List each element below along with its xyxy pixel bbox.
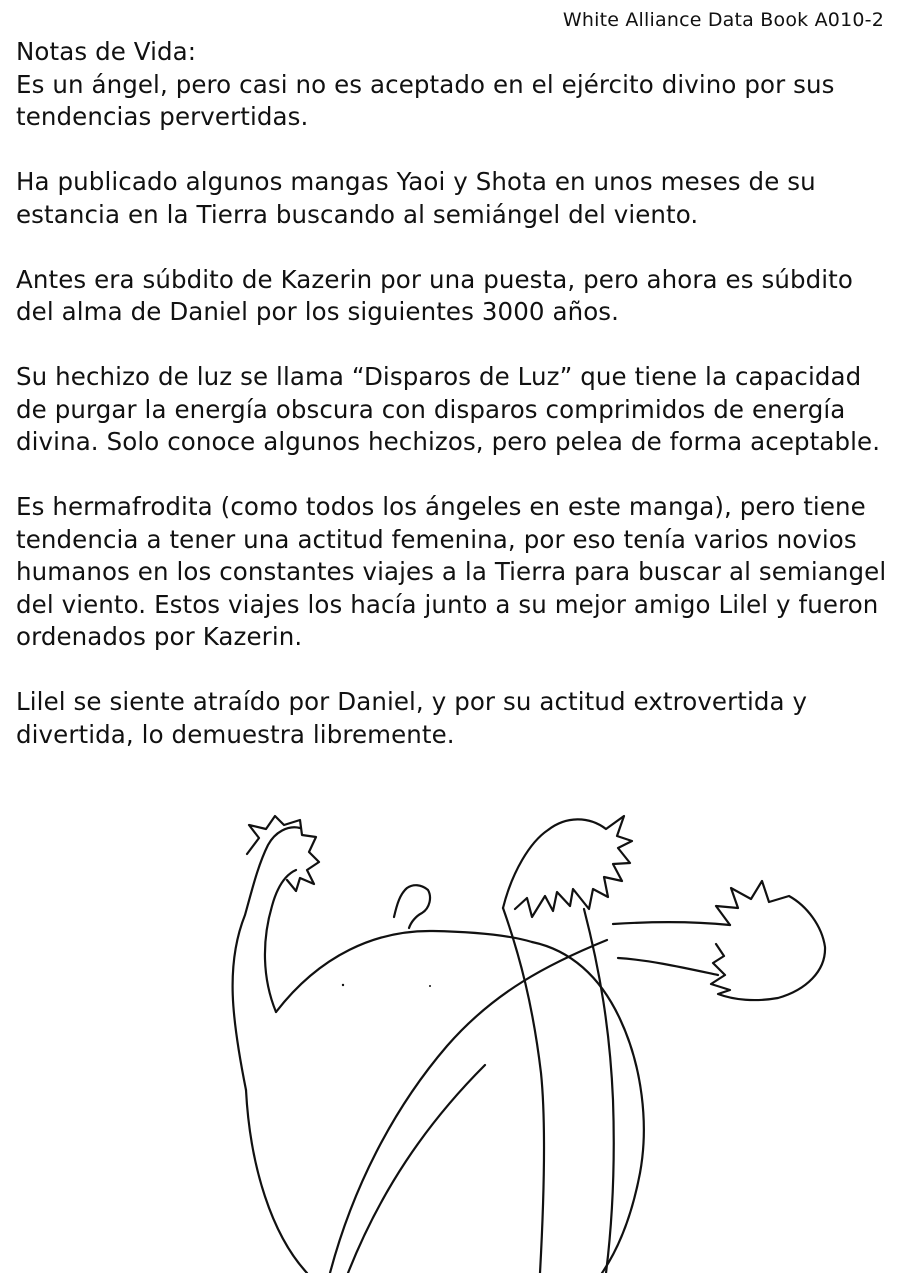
- note-paragraph-4: Su hechizo de luz se llama “Disparos de Luz” que tiene la capacidad de purgar la energía obscura con disparos comprimidos de energía divina. Solo conoce algunos hechizos, pero pelea de forma aceptable.: [16, 362, 881, 456]
- center-arm-right: [584, 909, 614, 1273]
- center-arm-left: [503, 908, 544, 1273]
- ink-speck: [429, 985, 431, 987]
- body-outline: [246, 1090, 307, 1273]
- body-right-curve: [532, 942, 644, 1273]
- right-arm-top: [613, 922, 730, 925]
- page-reference: White Alliance Data Book A010-2: [562, 9, 884, 31]
- ink-specks: [342, 984, 431, 987]
- notes-title: Notas de Vida:: [16, 37, 197, 66]
- note-paragraph-2: Ha publicado algunos mangas Yaoi y Shota en unos meses de su estancia en la Tierra buscando al semiángel del viento.: [16, 167, 816, 229]
- note-paragraph-5: Es hermafrodita (como todos los ángeles en este manga), pero tiene tendencia a tener una actitud femenina, por eso tenía varios novios humanos en los constantes viajes a la Tierra para buscar al semiangel del viento. Estos viajes los hacía junto a su mejor amigo Lilel y fueron ordenados por Kazerin.: [16, 492, 887, 651]
- character-illustration: [0, 780, 900, 1273]
- note-paragraph-3: Antes era súbdito de Kazerin por una puesta, pero ahora es súbdito del alma de Daniel por los siguientes 3000 años.: [16, 264, 853, 326]
- life-notes: [16, 36, 888, 784]
- right-arm-bottom: [618, 958, 718, 975]
- left-arm-outline: [233, 827, 300, 1090]
- ink-speck: [342, 984, 344, 986]
- head-peek: [394, 885, 430, 928]
- note-paragraph-1: Es un ángel, pero casi no es aceptado en el ejército divino por sus tendencias pervertidas.: [16, 69, 835, 131]
- character-line-art: [0, 780, 900, 1273]
- left-arm-inner: [265, 870, 296, 1012]
- body-top-curve: [276, 931, 532, 1012]
- note-paragraph-6: Lilel se siente atraído por Daniel, y por su actitud extrovertida y divertida, lo demuestra libremente.: [16, 687, 808, 749]
- center-hand-fur: [503, 816, 632, 917]
- right-hand-fur: [711, 881, 825, 1000]
